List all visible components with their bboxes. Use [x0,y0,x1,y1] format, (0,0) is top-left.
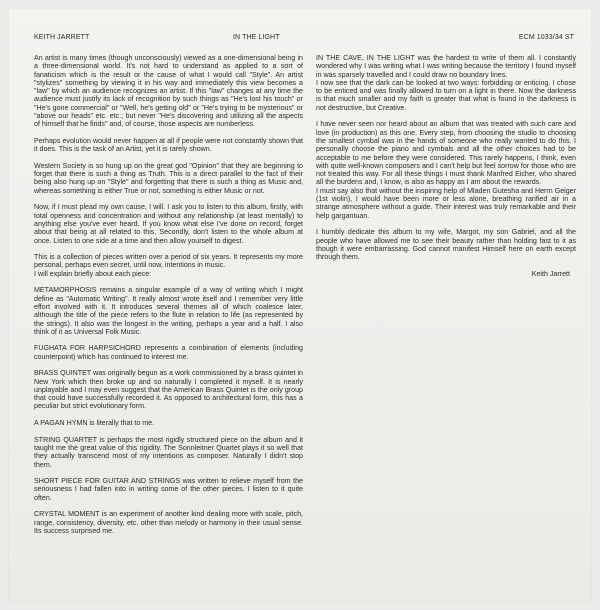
paragraph-western-society: Western Society is so hung up on the great god "Opinion" that they are beginning to forget that there is such a thing as Truth. This is a direct parallel to the fact of their being also hung up on "Style" and forgetting that there is such a thing as Music and, whereas something is either True or not, something is either Music or not. [34,161,303,195]
paragraph-thanks-helpers: I must say also that without the inspiring help of Mladen Gutesha and Herrn Geiger (1st violin), I would have been more or less alone, breathing rarified air in a strange atmosphere without a guide. Their interest was truly remarkable and their help gargantuan. [316,186,576,220]
paragraph-darkness: I now see that the dark can be looked at two ways: forbidding or enticing. I chose to be enticed and was finally allowed to turn on a light in there. Now the darkness is that much smaller and my faith is greater that what is found in the darkness is not destructive, but Creative. [316,78,576,112]
paragraph-dedication: I humbly dedicate this album to my wife, Margot, my son Gabriel, and all the people who have allowed me to see their beauty rather than holding fast to it as though it were embarrassing. God cannot manifest Himself here on earth except through them. [316,228,576,262]
paper-sheet [8,8,592,602]
paragraph-in-the-cave: IN THE CAVE, IN THE LIGHT was the hardest to write of them all. I constantly wondered why I was writing what I was writing because the territory I found myself in was sparsely travelled and I could draw no boundary lines. [316,54,576,79]
paragraph-collection: This is a collection of pieces written over a period of six years. It represents my more personal, perhaps even secret, until now, intentions in music. [34,253,303,270]
paragraph-production: I have never seen nor heard about an album that was treated with such care and love (in production) as this one. Every step, from choosing the studio to choosing the smallest cymbal was in the hands of someone who really wanted to do this. I personally choose the piano and cymbals and all the other choices had to be acceptable to me before they were considered. This rarely happens, I think, even with quite well-known composers and I can't help but feel sorrow for those who are not treated this way. For all these things I must thank Manfred Eicher, who shared all the burdens and, I know, is also as happy as I am about the rewards. [316,120,576,187]
header-catalog-number: ECM 1033/34 ST [518,34,574,41]
paragraph-pagan-hymn: A PAGAN HYMN is literally that to me. [34,419,155,428]
paragraph-explain-intro: I will explain briefly about each piece: [34,269,152,278]
signature: Keith Jarrett [531,269,570,278]
header-artist: KEITH JARRETT [34,34,90,41]
paragraph-brass-quintet: BRASS QUINTET was originally begun as a work commissioned by a brass quintet in New York which then broke up and so naturally I completed it myself. It is nearly unplayable and I may even suggest that the American Brass Quintet is the only group that could have successfully recorded it. As opposed to architectural form, this has a peculiar but strict evolutionary form. [34,369,303,411]
paragraph-metamorphosis: METAMORPHOSIS remains a singular example of a way of writing which I might define as "Automatic Writing". It really almost wrote itself and I remember very little effort involved with it. It introduces several themes all of which coalesce later, although the title of the piece refers to the flute in relation to life (as represented by the strings). It also was the longest in the writing, perhaps a year and a half. I also think of it as Universal Folk Music. [34,286,303,336]
paragraph-artist-style: An artist is many times (though unconsciously) viewed as a one-dimensional being in a three-dimensional world. It's not hard to understand as applied to a sort of fanaticism which is the result or the cause of what I would call "Style". An artist "stylizes" something by viewing it in his way and immediately this view becomes a "law" by which an audience recognizes an artist. If this "law" changes at any time the audience must justify its lack of recognition by such things as "He's lost his touch" or "He's gone commercial" or "Well, he's getting old" or "He's trying to be mysterious" or "above our heads" etc. etc.; but never "He's discovering and utilizing all the aspects of himself that he finds" and, of course, those aspects are numberless. [34,54,303,129]
paragraph-listening-request: Now, if I must plead my own cause, I will. I ask you to listen to this album, firstly, with total openness and concentration and without any relationship (at least mentally) to anything else you've ever heard. If you know what else I've done on record, forget about that being at all related to this. Secondly, don't listen to the whole album at once. Listen to one side at a time and then allow yourself to digest. [34,203,303,245]
paragraph-string-quartet: STRING QUARTET is perhaps the most rigidly structured piece on the album and it taught me the great value of this rigidity. The Sonnleitner Quartet plays it so well that they actually transcend most of my intentions as composer. Naturally I didn't stop them. [34,435,303,469]
paragraph-short-piece: SHORT PIECE FOR GUITAR AND STRINGS was written to relieve myself from the seriousness I had fallen into in writing some of the other pieces. I listen to it quite often. [34,477,303,502]
paragraph-fughata: FUGHATA FOR HARPSICHORD represents a combination of elements (including counterpoint) which has continued to interest me. [34,344,303,361]
paragraph-evolution: Perhaps evolution would never happen at all if people were not constantly shown that it does. This is the task of an Artist, yet it is rarely shown. [34,136,303,154]
paragraph-crystal-moment: CRYSTAL MOMENT is an experiment of another kind dealing more with scale, pitch, range, consistency, diversity, etc. other than melody or harmony in their usual sense. Its success surprised me. [34,510,303,535]
header-title: IN THE LIGHT [233,34,280,41]
right-text-column [316,54,576,334]
left-text-column [34,54,303,600]
